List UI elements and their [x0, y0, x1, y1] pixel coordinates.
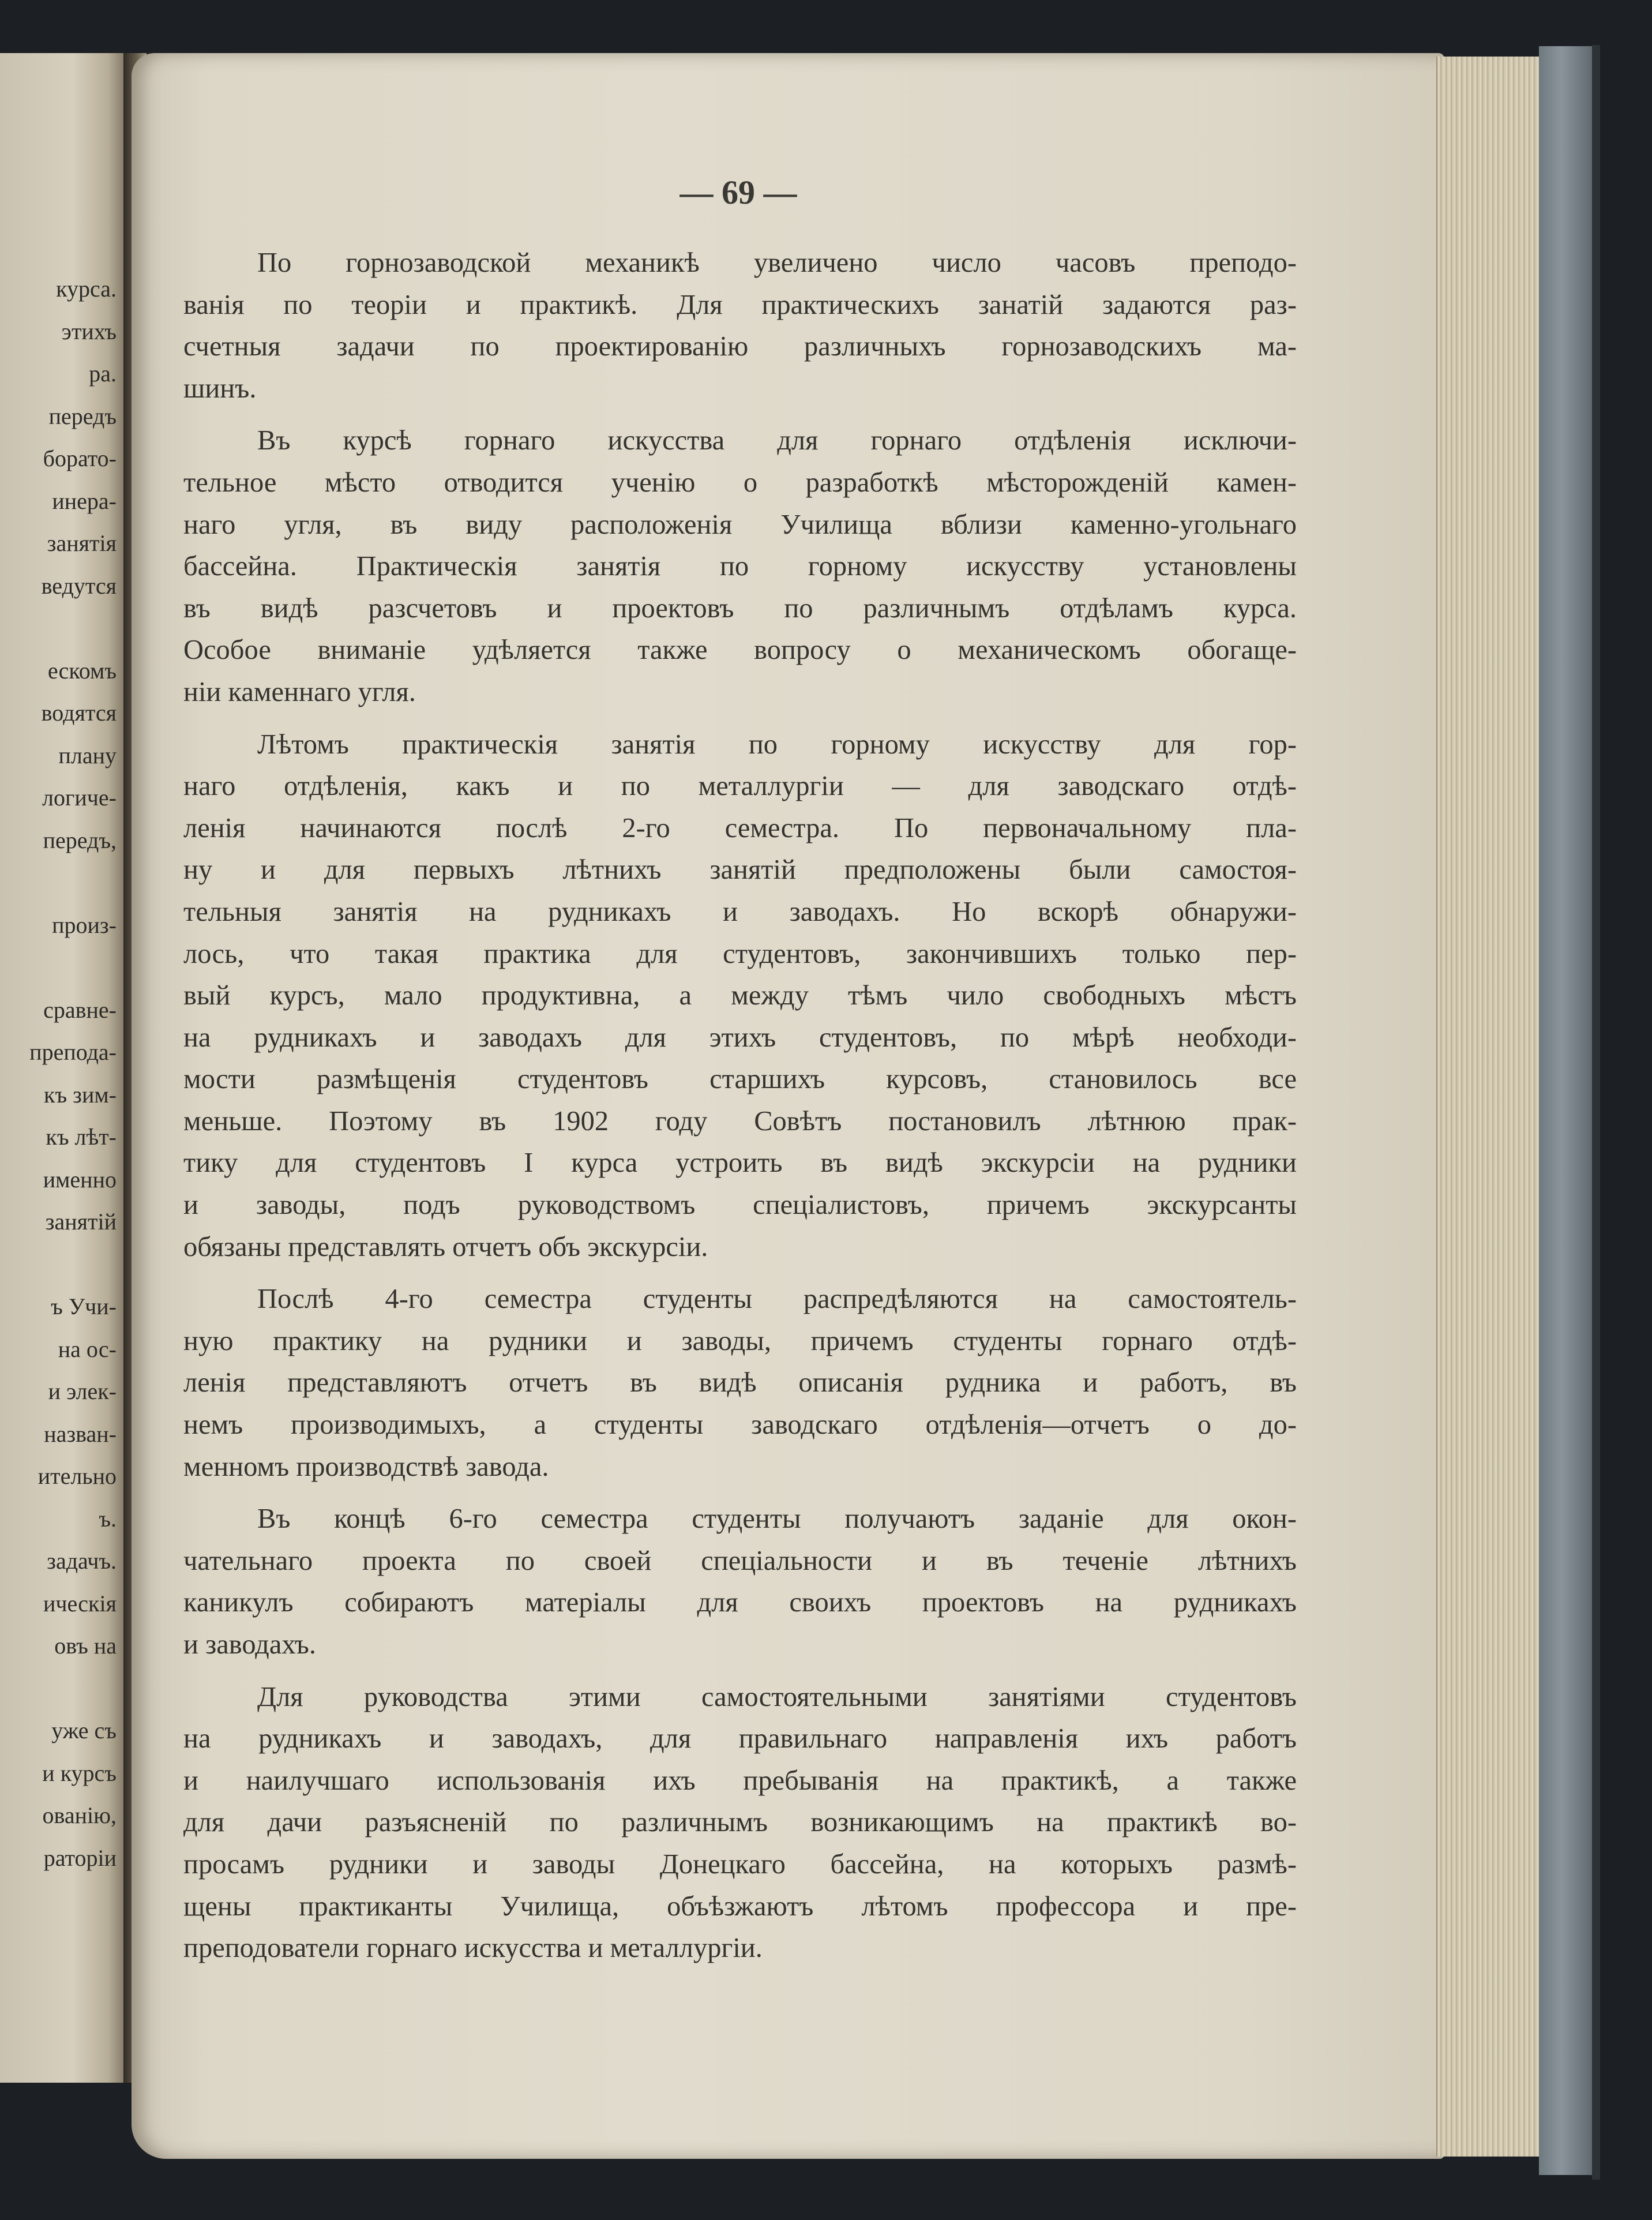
left-page-fragment: водятся — [41, 700, 117, 726]
page-body-text — [183, 242, 1297, 1980]
left-page-fragment: инера- — [52, 487, 117, 514]
left-page-fragment: ическія — [43, 1590, 117, 1617]
text-line: и наилучшаго использованія ихъ пребыванія на практикѣ, а также — [183, 1765, 1297, 1796]
left-page-fragment: передъ — [48, 403, 117, 429]
text-line: на рудникахъ и заводахъ для этихъ студентовъ, по мѣрѣ необходи- — [183, 1022, 1297, 1053]
text-line: на рудникахъ и заводахъ, для правильнаго направленія ихъ работъ — [183, 1723, 1297, 1754]
left-page-fragment — [0, 861, 117, 904]
paragraph — [183, 1278, 1297, 1488]
page-edges — [1436, 57, 1540, 2157]
left-page-fragment: борато- — [43, 445, 117, 471]
left-page-fragment: уже съ — [51, 1717, 117, 1743]
paragraph — [183, 1498, 1297, 1666]
left-page-fragment: ведутся — [41, 572, 117, 599]
left-page-fragment: курса. — [56, 276, 117, 302]
text-line: ленія начинаются послѣ 2-го семестра. По первоначальному пла- — [183, 812, 1297, 843]
left-page-fragment: раторіи — [43, 1844, 117, 1871]
left-page-fragment: препода- — [29, 1039, 117, 1065]
text-line: преподователи горнаго искусства и металлургіи. — [183, 1933, 763, 1964]
left-page-fragment: именно — [43, 1166, 117, 1192]
text-line: немъ производимыхъ, а студенты заводскаго отдѣленія—отчетъ о до- — [183, 1409, 1297, 1441]
left-page-fragment: произ- — [52, 912, 117, 938]
text-line: тику для студентовъ I курса устроить въ видѣ экскурсіи на рудники — [183, 1148, 1297, 1179]
book-cover — [1539, 46, 1594, 2175]
text-line: ную практику на рудники и заводы, причемъ студенты горнаго отдѣ- — [183, 1325, 1297, 1356]
left-page-fragment: передъ, — [43, 827, 117, 853]
left-page-fragment: ра. — [89, 361, 117, 387]
text-line: мости размѣщенія студентовъ старшихъ курсовъ, становилось все — [183, 1064, 1297, 1095]
text-line: Въ концѣ 6-го семестра студенты получаютъ заданіе для окон- — [257, 1503, 1297, 1535]
left-page — [0, 53, 132, 2083]
text-line: ванія по теоріи и практикѣ. Для практическихъ занатій задаются раз- — [183, 289, 1297, 320]
text-line: чательнаго проекта по своей спеціальности и въ теченіе лѣтнихъ — [183, 1545, 1297, 1576]
left-page-fragment: на ос- — [58, 1336, 117, 1362]
paragraph — [183, 1677, 1297, 1970]
text-line: бассейна. Практическія занятія по горному искусству установлены — [183, 551, 1297, 582]
paragraph — [183, 420, 1297, 713]
text-line: ніи каменнаго угля. — [183, 676, 416, 707]
paragraph — [183, 242, 1297, 410]
text-line: менномъ производствѣ завода. — [183, 1451, 549, 1482]
left-page-fragment: ъ Учи- — [51, 1293, 117, 1319]
left-page-fragment — [0, 1243, 117, 1286]
text-line: просамъ рудники и заводы Донецкаго бассейна, на которыхъ размѣ- — [183, 1848, 1297, 1880]
left-page-fragment — [0, 1667, 117, 1710]
text-line: наго угля, въ виду расположенія Училища вблизи каменно-угольнаго — [183, 509, 1297, 540]
text-line: меньше. Поэтому въ 1902 году Совѣтъ постановилъ лѣтнюю прак- — [183, 1105, 1297, 1137]
left-page-fragment: овъ на — [54, 1633, 117, 1659]
text-line: для дачи разъясненій по различнымъ возникающимъ на практикѣ во- — [183, 1807, 1297, 1838]
text-line: въ видѣ разсчетовъ и проектовъ по различнымъ отдѣламъ курса. — [183, 592, 1297, 624]
left-page-fragment: ительно — [37, 1463, 117, 1489]
text-line: и заводы, подъ руководствомъ спеціалистовъ, причемъ экскурсанты — [183, 1190, 1297, 1221]
text-line: Лѣтомъ практическія занятія по горному искусству для гор- — [257, 729, 1297, 760]
text-line: счетныя задачи по проектированію различныхъ горнозаводскихъ ма- — [183, 331, 1297, 362]
text-line: Въ курсѣ горнаго искусства для горнаго отдѣленія исключи- — [257, 425, 1297, 456]
text-line: вый курсъ, мало продуктивна, а между тѣмъ чило свободныхъ мѣстъ — [183, 980, 1297, 1011]
text-line: ленія представляютъ отчетъ въ видѣ описанія рудника и работъ, въ — [183, 1367, 1297, 1398]
text-line: ну и для первыхъ лѣтнихъ занятій предположены были самостоя- — [183, 854, 1297, 886]
text-line: обязаны представлять отчетъ объ экскурсіи. — [183, 1231, 708, 1262]
left-page-fragment: этихъ — [61, 318, 117, 344]
left-page-fragment: къ зим- — [44, 1081, 117, 1108]
text-line: тельныя занятія на рудникахъ и заводахъ. Но вскорѣ обнаружи- — [183, 896, 1297, 927]
text-line: Для руководства этими самостоятельными занятіями студентовъ — [257, 1681, 1297, 1712]
left-page-fragment — [0, 607, 117, 650]
left-page-fragment: сравне- — [43, 996, 117, 1023]
left-page-fragment: назван- — [44, 1420, 117, 1447]
text-line: и заводахъ. — [183, 1629, 316, 1660]
text-line: Особое вниманіе удѣляется также вопросу о механическомъ обогаще- — [183, 635, 1297, 666]
left-page-fragment: и элек- — [48, 1378, 117, 1404]
left-page-fragment: занятій — [45, 1209, 117, 1235]
left-page-fragment: къ лѣт- — [46, 1124, 117, 1150]
text-line: щены практиканты Училища, объѣзжаютъ лѣтомъ профессора и пре- — [183, 1891, 1297, 1922]
text-line: каникулъ собираютъ матеріалы для своихъ проектовъ на рудникахъ — [183, 1587, 1297, 1618]
text-line: шинъ. — [183, 373, 257, 404]
left-page-fragment: ескомъ — [47, 657, 117, 684]
page-number: — 69 — — [679, 174, 797, 211]
left-page-fragment: задачъ. — [47, 1548, 117, 1574]
left-page-text-fragments — [0, 268, 117, 1879]
left-page-fragment: занятія — [47, 530, 117, 556]
left-page-fragment — [0, 946, 117, 989]
left-page-fragment: и курсъ — [42, 1760, 117, 1786]
left-page-fragment: ъ. — [99, 1505, 117, 1532]
left-page-fragment: ованію, — [42, 1802, 117, 1828]
text-line: тельное мѣсто отводится ученію о разработкѣ мѣсторожденій камен- — [183, 467, 1297, 498]
text-line: Послѣ 4-го семестра студенты распредѣляются на самостоятель- — [257, 1284, 1297, 1315]
left-page-fragment: логиче- — [42, 785, 117, 811]
text-line: По горнозаводской механикѣ увеличено число часовъ преподо- — [257, 247, 1297, 278]
text-line: наго отдѣленія, какъ и по металлургіи — для заводскаго отдѣ- — [183, 771, 1297, 802]
paragraph — [183, 724, 1297, 1269]
left-page-fragment: плану — [58, 742, 117, 768]
book-cover-rim — [1592, 45, 1600, 2180]
text-line: лось, что такая практика для студентовъ, закончившихъ только пер- — [183, 938, 1297, 969]
